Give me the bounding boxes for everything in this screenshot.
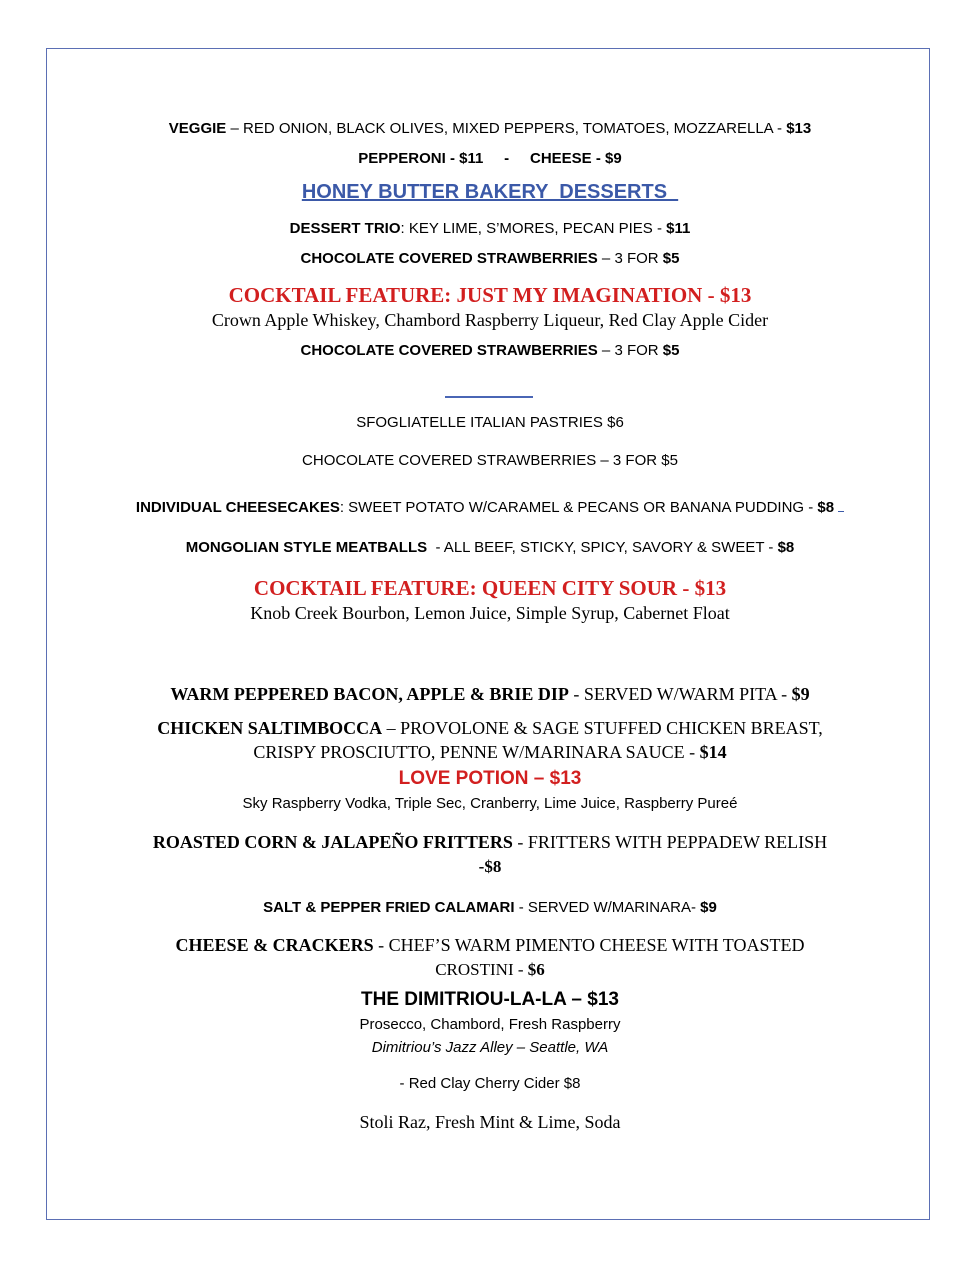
dimitriou-origin: Dimitriou’s Jazz Alley – Seattle, WA bbox=[371, 1039, 609, 1056]
strawberries-price-2: $5 bbox=[662, 342, 680, 359]
strawberries-desc-1: – 3 FOR bbox=[597, 250, 663, 267]
meatballs-item bbox=[46, 539, 934, 556]
stoli-item: Stoli Raz, Fresh Mint & Lime, Soda bbox=[359, 1112, 621, 1132]
calamari-item bbox=[46, 899, 934, 916]
cheese-crackers-desc-line2: CROSTINI - bbox=[435, 960, 528, 979]
bacon-dip-name: WARM PEPPERED BACON, APPLE & BRIE DIP bbox=[170, 684, 569, 704]
fritters-desc: - FRITTERS WITH PEPPADEW RELISH bbox=[512, 832, 828, 852]
strawberries-name-1: CHOCOLATE COVERED STRAWBERRIES bbox=[300, 250, 598, 267]
bacon-dip-item bbox=[46, 684, 934, 705]
cheese-crackers-price: $6 bbox=[527, 960, 545, 979]
cheese-crackers-item-line1 bbox=[46, 935, 934, 956]
strawberries-item-2 bbox=[46, 342, 934, 359]
cocktail-feature-desc-2: Knob Creek Bourbon, Lemon Juice, Simple Syrup, Cabernet Float bbox=[250, 603, 730, 623]
cheese-crackers-desc-line1: - CHEF’S WARM PIMENTO CHEESE WITH TOASTED bbox=[373, 935, 805, 955]
saltimbocca-price: $14 bbox=[699, 742, 727, 762]
cocktail-feature-desc-1: Crown Apple Whiskey, Chambord Raspberry Liqueur, Red Clay Apple Cider bbox=[211, 310, 769, 330]
underline-mark bbox=[838, 497, 844, 512]
meatballs-desc: - ALL BEEF, STICKY, SPICY, SAVORY & SWEET - bbox=[427, 539, 778, 556]
cheesecakes-desc: : SWEET POTATO W/CARAMEL & PECANS OR BANANA PUDDING - bbox=[339, 499, 818, 516]
cheesecakes-name: INDIVIDUAL CHEESECAKES bbox=[135, 499, 340, 516]
meatballs-price: $8 bbox=[777, 539, 795, 556]
dessert-trio-name: DESSERT TRIO bbox=[289, 220, 401, 237]
cocktail-feature-title-2: COCKTAIL FEATURE: QUEEN CITY SOUR - $13 bbox=[253, 576, 727, 600]
cheesecakes-price: $8 bbox=[817, 499, 835, 516]
dimitriou-desc: Prosecco, Chambord, Fresh Raspberry bbox=[359, 1016, 621, 1033]
saltimbocca-item-line1 bbox=[46, 718, 934, 739]
strawberries-price-1: $5 bbox=[662, 250, 680, 267]
veggie-name: VEGGIE bbox=[168, 120, 227, 137]
pepperoni-cheese-item: PEPPERONI - $11 - CHEESE - $9 bbox=[358, 150, 622, 167]
bacon-dip-price: $9 bbox=[791, 684, 810, 704]
strawberries-item-1 bbox=[46, 250, 934, 267]
saltimbocca-desc-line1: – PROVOLONE & SAGE STUFFED CHICKEN BREAST, bbox=[382, 718, 823, 738]
saltimbocca-name: CHICKEN SALTIMBOCCA bbox=[157, 718, 383, 738]
desserts-heading: HONEY BUTTER BAKERY DESSERTS bbox=[301, 181, 679, 203]
fritters-price: -$8 bbox=[478, 857, 502, 876]
fritters-item-line1 bbox=[46, 832, 934, 853]
calamari-desc: - SERVED W/MARINARA- bbox=[514, 899, 701, 916]
veggie-desc: – RED ONION, BLACK OLIVES, MIXED PEPPERS, TOMATOES, MOZZARELLA - bbox=[226, 120, 787, 137]
calamari-price: $9 bbox=[700, 899, 717, 916]
section-divider bbox=[445, 396, 533, 398]
dessert-trio-price: $11 bbox=[666, 220, 691, 237]
strawberries-name-2: CHOCOLATE COVERED STRAWBERRIES bbox=[300, 342, 598, 359]
cheesecakes-item bbox=[46, 497, 934, 516]
dimitriou-title: THE DIMITRIOU-LA-LA – $13 bbox=[361, 989, 619, 1010]
dessert-trio-item bbox=[46, 220, 934, 237]
meatballs-name: MONGOLIAN STYLE MEATBALLS bbox=[185, 539, 428, 556]
saltimbocca-desc-line2: CRISPY PROSCIUTTO, PENNE W/MARINARA SAUCE - bbox=[253, 742, 700, 762]
dessert-trio-desc: : KEY LIME, S’MORES, PECAN PIES - bbox=[400, 220, 667, 237]
cheese-crackers-item-line2 bbox=[46, 960, 934, 980]
strawberries-desc-2: – 3 FOR bbox=[597, 342, 663, 359]
love-potion-title: LOVE POTION – $13 bbox=[398, 768, 582, 789]
strawberries-item-3: CHOCOLATE COVERED STRAWBERRIES – 3 FOR $5 bbox=[302, 452, 678, 469]
saltimbocca-item-line2 bbox=[46, 742, 934, 763]
veggie-item bbox=[46, 120, 934, 137]
fritters-name: ROASTED CORN & JALAPEÑO FRITTERS bbox=[152, 832, 513, 852]
calamari-name: SALT & PEPPER FRIED CALAMARI bbox=[263, 899, 515, 916]
bacon-dip-desc: - SERVED W/WARM PITA - bbox=[568, 684, 792, 704]
veggie-price: $13 bbox=[786, 120, 812, 137]
cheese-crackers-name: CHEESE & CRACKERS bbox=[175, 935, 374, 955]
cocktail-feature-title-1: COCKTAIL FEATURE: JUST MY IMAGINATION - $13 bbox=[228, 283, 752, 307]
desserts-heading-row bbox=[46, 181, 934, 204]
love-potion-desc: Sky Raspberry Vodka, Triple Sec, Cranberry, Lime Juice, Raspberry Pureé bbox=[242, 795, 738, 812]
sfogliatelle-item: SFOGLIATELLE ITALIAN PASTRIES $6 bbox=[356, 414, 624, 431]
red-clay-item: - Red Clay Cherry Cider $8 bbox=[399, 1075, 581, 1092]
